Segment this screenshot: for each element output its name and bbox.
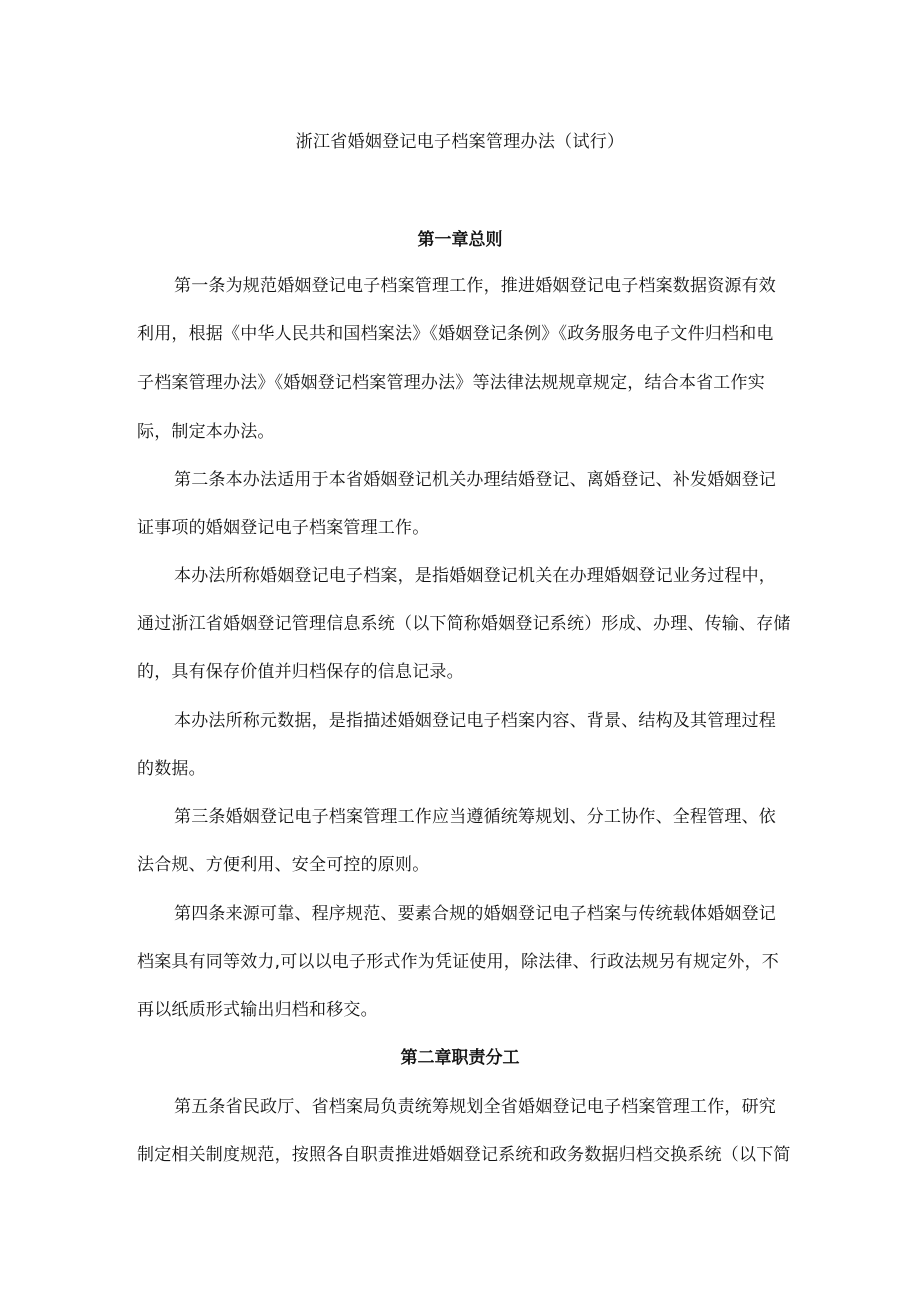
- text-line: 通过浙江省婚姻登记管理信息系统（以下简称婚姻登记系统）形成、办理、传输、存储: [137, 614, 791, 634]
- text-line: 第二条本办法适用于本省婚姻登记机关办理结婚登记、离婚登记、补发婚姻登记: [174, 470, 776, 490]
- text-line: 第四条来源可靠、程序规范、要素合规的婚姻登记电子档案与传统载体婚姻登记: [174, 904, 776, 924]
- text-line: 制定相关制度规范，按照各自职责推进婚姻登记系统和政务数据归档交换系统（以下简: [137, 1145, 791, 1165]
- text-line: 的数据。: [137, 759, 206, 779]
- text-line: 第一条为规范婚姻登记电子档案管理工作，推进婚姻登记电子档案数据资源有效: [174, 276, 776, 296]
- text-line: 际，制定本办法。: [137, 422, 275, 442]
- text-line: 档案具有同等效力,可以以电子形式作为凭证使用，除法律、行政法规另有规定外，不: [137, 952, 780, 972]
- text-line: 第五条省民政厅、省档案局负责统筹规划全省婚姻登记电子档案管理工作，研究: [174, 1097, 776, 1117]
- text-line: 法合规、方便利用、安全可控的原则。: [137, 855, 430, 875]
- chapter-heading-1: 第一章总则: [417, 230, 503, 250]
- text-line: 本办法所称元数据，是指描述婚姻登记电子档案内容、背景、结构及其管理过程: [174, 711, 776, 731]
- text-line: 第三条婚姻登记电子档案管理工作应当遵循统筹规划、分工协作、全程管理、依: [174, 807, 776, 827]
- text-line: 的，具有保存价值并归档保存的信息记录。: [137, 662, 464, 682]
- document-title: 浙江省婚姻登记电子档案管理办法（试行）: [295, 132, 625, 152]
- text-line: 本办法所称婚姻登记电子档案，是指婚姻登记机关在办理婚姻登记业务过程中，: [174, 566, 776, 586]
- text-line: 证事项的婚姻登记电子档案管理工作。: [137, 518, 430, 538]
- chapter-heading-2: 第二章职责分工: [400, 1048, 520, 1068]
- text-line: 子档案管理办法》《婚姻登记档案管理办法》等法律法规规章规定，结合本省工作实: [137, 373, 765, 393]
- text-line: 再以纸质形式输出归档和移交。: [137, 1000, 378, 1020]
- text-line: 利用，根据《中华人民共和国档案法》《婚姻登记条例》《政务服务电子文件归档和电: [137, 324, 774, 344]
